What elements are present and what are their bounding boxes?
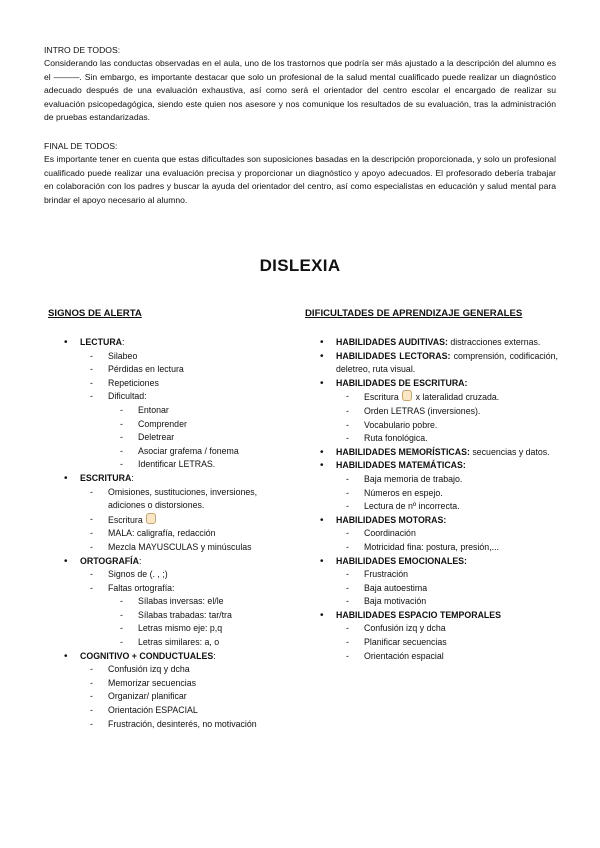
bullet-icon: •: [320, 337, 324, 348]
hand-icon: [402, 390, 412, 401]
section-label: HABILIDADES ESPACIO TEMPORALES: [336, 609, 502, 620]
section-label: ORTOGRAFÍA: [80, 555, 139, 566]
list-item: - MALA: caligrafía, redacción: [90, 528, 216, 539]
list-item: - Dificultad: - Entonar - Comprender - Deletrear - Asociar grafema / fonema - Identificar LETRAS.: [90, 390, 292, 472]
list-item-text: Omisiones, sustituciones, inversiones, adiciones o distorsiones.: [108, 486, 258, 511]
bullet-icon: •: [320, 350, 324, 362]
list-item: - Baja autoestima: [346, 582, 428, 593]
list-item: - Orientación ESPACIAL: [90, 705, 198, 716]
section-label: HABILIDADES MOTORAS:: [336, 514, 447, 525]
bullet-icon: •: [320, 460, 324, 472]
list-item-text: Identificar LETRAS.: [138, 459, 216, 470]
list-item-text: Escritura: [108, 514, 143, 525]
list-item: - Frustración, desinterés, no motivación: [90, 718, 257, 729]
list-item: - Memorizar secuencias: [90, 677, 196, 688]
list-item: - Signos de (. , ;): [90, 569, 168, 580]
hand-icon: [146, 513, 156, 524]
list-item-text: MALA: caligrafía, redacción: [108, 528, 216, 539]
list-item-text: Letras mismo eje: p,q: [138, 623, 223, 634]
section-label: LECTURA: [80, 337, 123, 347]
list-item-text: Organizar/ planificar: [108, 691, 187, 702]
section-text: comprensión, codificación, deletreo, ruta visual.: [336, 350, 558, 375]
list-item-motoras: [318, 514, 558, 555]
list-item-text: Faltas ortografía:: [108, 582, 175, 593]
list-item: - Confusión izq y dcha: [346, 623, 446, 634]
list-item: - Vocabulario pobre.: [346, 419, 438, 430]
bullet-icon: •: [320, 609, 324, 621]
list-item-text: Orientación ESPACIAL: [108, 705, 198, 716]
list-item-lectoras: [318, 350, 558, 377]
list-item: - Ruta fonológica.: [346, 433, 428, 444]
list-item: - Escritura: [90, 513, 292, 528]
list-item-text: Ruta fonológica.: [364, 433, 428, 444]
bullet-icon: •: [64, 650, 68, 662]
warning-signs-column: [62, 336, 292, 731]
section-label: HABILIDADES MATEMÁTICAS:: [336, 460, 466, 471]
list-item-text: Números en espejo.: [364, 487, 443, 498]
list-item-text: x lateralidad cruzada.: [415, 392, 500, 403]
section-text: secuencias y datos.: [469, 446, 550, 457]
intro-heading: INTRO DE TODOS:: [44, 45, 121, 55]
list-item-lectura: • LECTURA: - Silabeo - Pérdidas en lectura - Repeticiones - Dificultad: - Entonar - Comprender - Deletrear - Asociar grafema / fonema - Identificar LETRAS.: [62, 336, 292, 472]
list-item: - Motricidad fina: postura, presión,...: [346, 541, 499, 552]
list-item: - Coordinación: [346, 528, 416, 539]
list-item-text: Dificultad:: [108, 391, 147, 402]
list-item-text: Coordinación: [364, 528, 416, 539]
list-item-escritura: • ESCRITURA: - Omisiones, sustituciones, inversiones, adiciones o distorsiones. - Escritura - MALA: caligrafía, redacción - Mezcla MAYUSCULAS y minúsculas: [62, 472, 292, 555]
list-item: - Faltas ortografía: - Sílabas inversas: el/le - Sílabas trabadas: tar/tra - Letras mismo eje: p,q - Letras similares: a, o: [90, 582, 292, 650]
list-item-text: Escritura: [364, 392, 399, 403]
bullet-icon: •: [320, 555, 324, 567]
list-item: - Sílabas inversas: el/le: [120, 596, 224, 607]
list-item-text: Confusión izq y dcha: [364, 623, 446, 634]
warning-signs-title: SIGNOS DE ALERTA: [48, 308, 142, 319]
list-item: - Silabeo: [90, 350, 138, 361]
bullet-icon: •: [320, 514, 324, 526]
bullet-icon: •: [64, 555, 68, 567]
section-label: HABILIDADES AUDITIVAS:: [336, 337, 448, 347]
list-item-text: Orientación espacial: [364, 650, 444, 661]
list-item-text: Orden LETRAS (inversiones).: [364, 405, 481, 416]
list-item-text: Planificar secuencias: [364, 637, 447, 648]
intro-section: [44, 44, 556, 124]
list-item-text: Signos de (. , ;): [108, 569, 168, 580]
list-item-text: Baja memoria de trabajo.: [364, 473, 463, 484]
list-item: - Organizar/ planificar: [90, 691, 187, 702]
list-item: - Letras mismo eje: p,q: [120, 623, 223, 634]
list-item-ortografia: • ORTOGRAFÍA: - Signos de (. , ;) - Faltas ortografía: - Sílabas inversas: el/le - Sílabas trabadas: tar/tra - Letras mismo eje: p,q - Letras similares: a, o: [62, 555, 292, 650]
list-item: - Sílabas trabadas: tar/tra: [120, 609, 232, 620]
list-item-espacio-temporales: [318, 609, 558, 663]
list-item: - Asociar grafema / fonema: [120, 445, 239, 456]
list-item: - Omisiones, sustituciones, inversiones, adiciones o distorsiones.: [90, 486, 258, 511]
list-item-text: Asociar grafema / fonema: [138, 445, 239, 456]
list-item-emocionales: [318, 555, 558, 609]
list-item-text: Entonar: [138, 404, 169, 415]
list-item: - Letras similares: a, o: [120, 637, 220, 648]
list-item: - Confusión izq y dcha: [90, 664, 190, 675]
list-item: - Números en espejo.: [346, 487, 443, 498]
list-item-escritura: [318, 377, 558, 446]
list-item-text: Pérdidas en lectura: [108, 364, 184, 375]
section-label: COGNITIVO + CONDUCTUALES: [80, 650, 214, 661]
list-item-text: Frustración: [364, 569, 408, 580]
section-text: distracciones externas.: [447, 337, 541, 347]
section-label: HABILIDADES EMOCIONALES:: [336, 555, 467, 566]
bullet-icon: •: [64, 337, 68, 348]
list-item-text: Baja motivación: [364, 596, 427, 607]
final-heading: FINAL DE TODOS:: [44, 141, 118, 151]
list-item-cognitivo: • COGNITIVO + CONDUCTUALES: - Confusión izq y dcha - Memorizar secuencias - Organizar/ planificar - Orientación ESPACIAL - Frustración, desinterés, no motivación: [62, 650, 292, 732]
list-item: - Escritura x lateralidad cruzada.: [346, 391, 500, 403]
section-label: HABILIDADES DE ESCRITURA:: [336, 377, 468, 388]
list-item-text: Vocabulario pobre.: [364, 419, 438, 430]
list-item-text: Memorizar secuencias: [108, 677, 196, 688]
list-item-text: Sílabas inversas: el/le: [138, 596, 224, 607]
list-item: - Entonar: [120, 404, 169, 415]
list-item-matematicas: [318, 459, 558, 513]
list-item: - Baja motivación: [346, 596, 427, 607]
list-item-text: Sílabas trabadas: tar/tra: [138, 609, 232, 620]
list-item-memoristicas: [318, 446, 558, 460]
final-text: Es importante tener en cuenta que estas dificultades son suposiciones basadas en la descripción proporcionada, y solo un profesional cualificado puede realizar una evaluación precisa y proporcionar un diagnóstico y apoyo adecuados. El profesorado debería trabajar en colaboración con los padres y buscar la ayuda del orientador del centro, así como especialistas en educación y salud mental para brindar el apoyo necesario al alumno.: [44, 154, 556, 205]
list-item: - Identificar LETRAS.: [120, 459, 216, 470]
list-item: - Repeticiones: [90, 377, 159, 388]
list-item: - Orientación espacial: [346, 650, 444, 661]
list-item: - Planificar secuencias: [346, 637, 447, 648]
list-item-text: Deletrear: [138, 432, 175, 443]
list-item-text: Repeticiones: [108, 377, 159, 388]
list-item: - Frustración: [346, 569, 408, 580]
list-item-text: Comprender: [138, 418, 187, 429]
intro-text: Considerando las conductas observadas en el aula, uno de los trastornos que podría ser más ajustado a la descripción del alumno es el ———. Sin embargo, es importante destacar que solo un profesional de la salud mental cualificado puede realizar un diagnóstico adecuado después de una evaluación exhaustiva, así como será el orientador del centro escolar el encargado de realizar su evaluación psicopedagógica, siendo este quien nos asesore y nos comunique los resultados de su evaluación, tras la administración de pruebas estandarizadas.: [44, 58, 556, 123]
section-label: HABILIDADES MEMORÍSTICAS:: [336, 446, 470, 457]
bullet-icon: •: [64, 472, 68, 484]
list-item-text: Lectura de nº incorrecta.: [364, 501, 460, 512]
list-item: - Mezcla MAYUSCULAS y minúsculas: [90, 541, 252, 552]
list-item: - Baja memoria de trabajo.: [346, 473, 463, 484]
list-item-text: Motricidad fina: postura, presión,...: [364, 541, 499, 552]
final-section: [44, 140, 556, 207]
list-item-text: Frustración, desinterés, no motivación: [108, 718, 257, 729]
section-label: ESCRITURA: [80, 472, 132, 483]
section-label: HABILIDADES LECTORAS:: [336, 350, 451, 361]
bullet-icon: •: [320, 377, 324, 389]
list-item: - Deletrear: [120, 432, 175, 443]
list-item: - Comprender: [120, 418, 187, 429]
bullet-icon: •: [320, 446, 324, 458]
list-item-auditivas: [318, 336, 558, 350]
list-item: - Pérdidas en lectura: [90, 364, 184, 375]
list-item-text: Letras similares: a, o: [138, 637, 220, 648]
list-item-text: Baja autoestima: [364, 582, 428, 593]
list-item-text: Confusión izq y dcha: [108, 664, 190, 675]
list-item-text: Silabeo: [108, 350, 138, 361]
list-item: - Lectura de nº incorrecta.: [346, 501, 460, 512]
learning-difficulties-title: DIFICULTADES DE APRENDIZAJE GENERALES: [305, 308, 523, 319]
list-item-text: Mezcla MAYUSCULAS y minúsculas: [108, 541, 252, 552]
list-item: - Orden LETRAS (inversiones).: [346, 405, 481, 416]
document-title: DISLEXIA: [259, 256, 341, 275]
learning-difficulties-column: [318, 336, 558, 663]
